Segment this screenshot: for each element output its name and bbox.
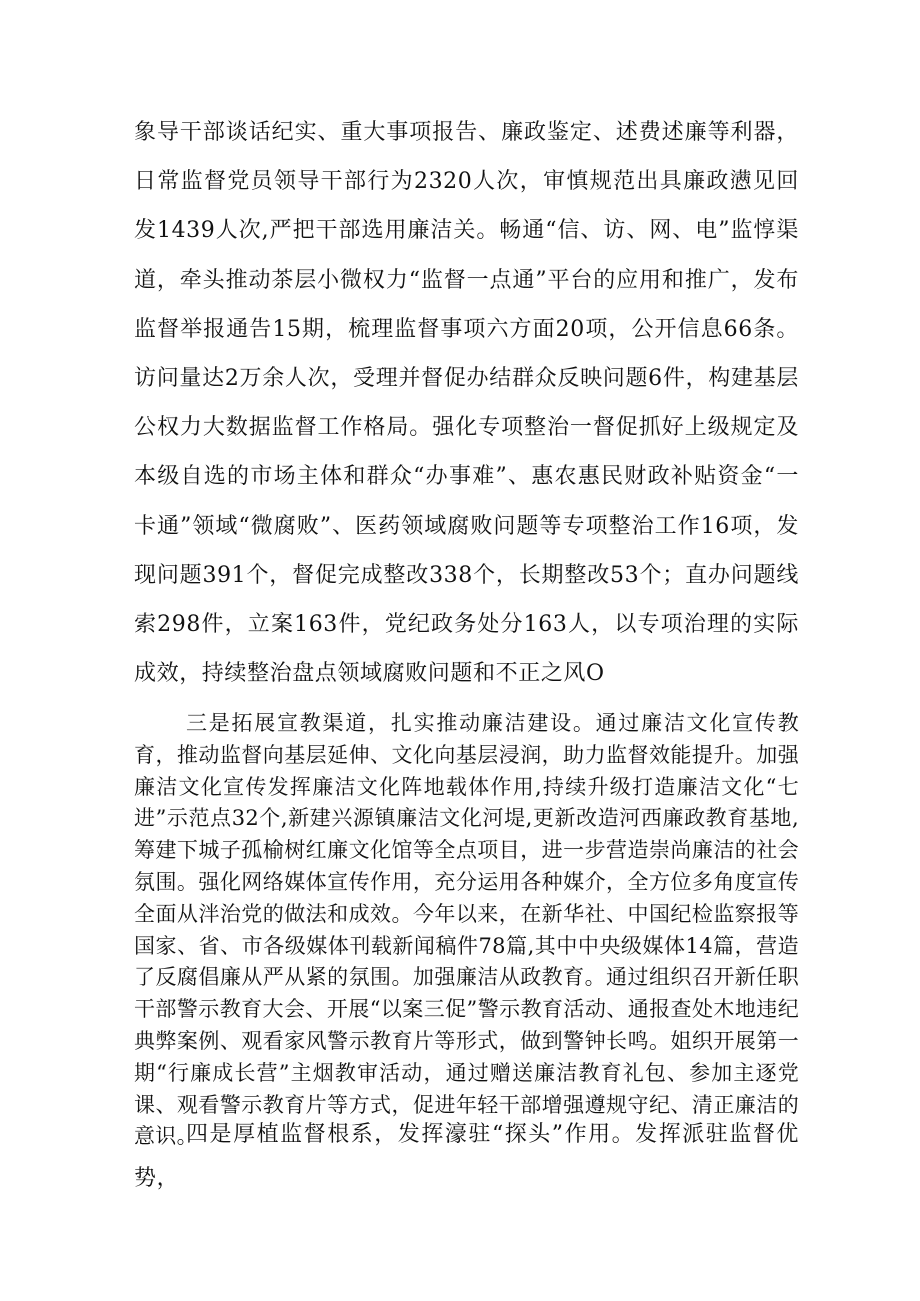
paragraph-supervision-continued: 象导干部谈话纪实、重大事项报告、廉政鉴定、述费述廉等利器，日常监督党员领导干部行为2320人次，审慎规范出具廉政懑见回发1439人次,严把干部选用廉洁关。畅通“信、访、网、电”监惇渠道，牵头推动茶层小微权力“监督一点通”平台的应用和推广，发布监督举报通告15期，梳理监督事项六方面20项，公开信息66条。访问量达2万余人次，受理并督促办结群众反映问题6件，构建基层公权力大数据监督工作格局。强化专项整治一督促抓好上级规定及本级自选的市场主体和群众“办事难”、惠农惠民财政补贴资金“一卡通”领域“微腐败”、医药领域腐败问题等专项整治工作16项，发现问题391个，督促完成整改338个，长期整改53个；直办问题线索298件，立案163件，党纪政务处分163人，以专项治理的实际成效，持续整治盘点领域腐败问题和不正之风O: [134, 120, 799, 687]
paragraph-publicity-education: 三是拓展宣教渠道，扎实推动廉洁建设。通过廉洁文化宣传教育，推动监督向基层延伸、文化向基层浸润，助力监督效能提升。加强廉洁文化宣传发挥廉洁文化阵地载体作用,持续升级打造廉洁文化“七进”示范点32个,新建兴源镇廉洁文化河堤,更新改造河西廉政教育基地,筹建下城子孤榆树红廉文化馆等全点项目，进一步营造崇尚廉洁的社会氛围。强化网络媒体宣传作用，充分运用各种媒介，全方位多角度宣传全面从泮治党的做法和成效。今年以来，在新华社、中国纪检监察报等国家、省、市各级媒体刊载新闻稿件78篇,其中中央级媒体14篇，营造了反腐倡廉从严从紧的氛围。加强廉洁从政教育。通过组织召开新任职干部警示教育大会、开展“以案三促”警示教育活动、通报查处木地违纪典弊案例、观看家风警示教育片等形式，做到警钟长鸣。姐织开展第一期“行廉成长营”主烟教审活动，通过赠送廉洁教育礼包、参加主逐党课、观看警示教育片等方式，促进年轻干部增强遵规守纪、清正廉洁的意识。: [134, 711, 799, 1149]
paragraph-stationed-supervision: 四是厚植监督根系，发挥濠驻“探头”作用。发挥派驻监督优势，: [134, 1122, 799, 1191]
